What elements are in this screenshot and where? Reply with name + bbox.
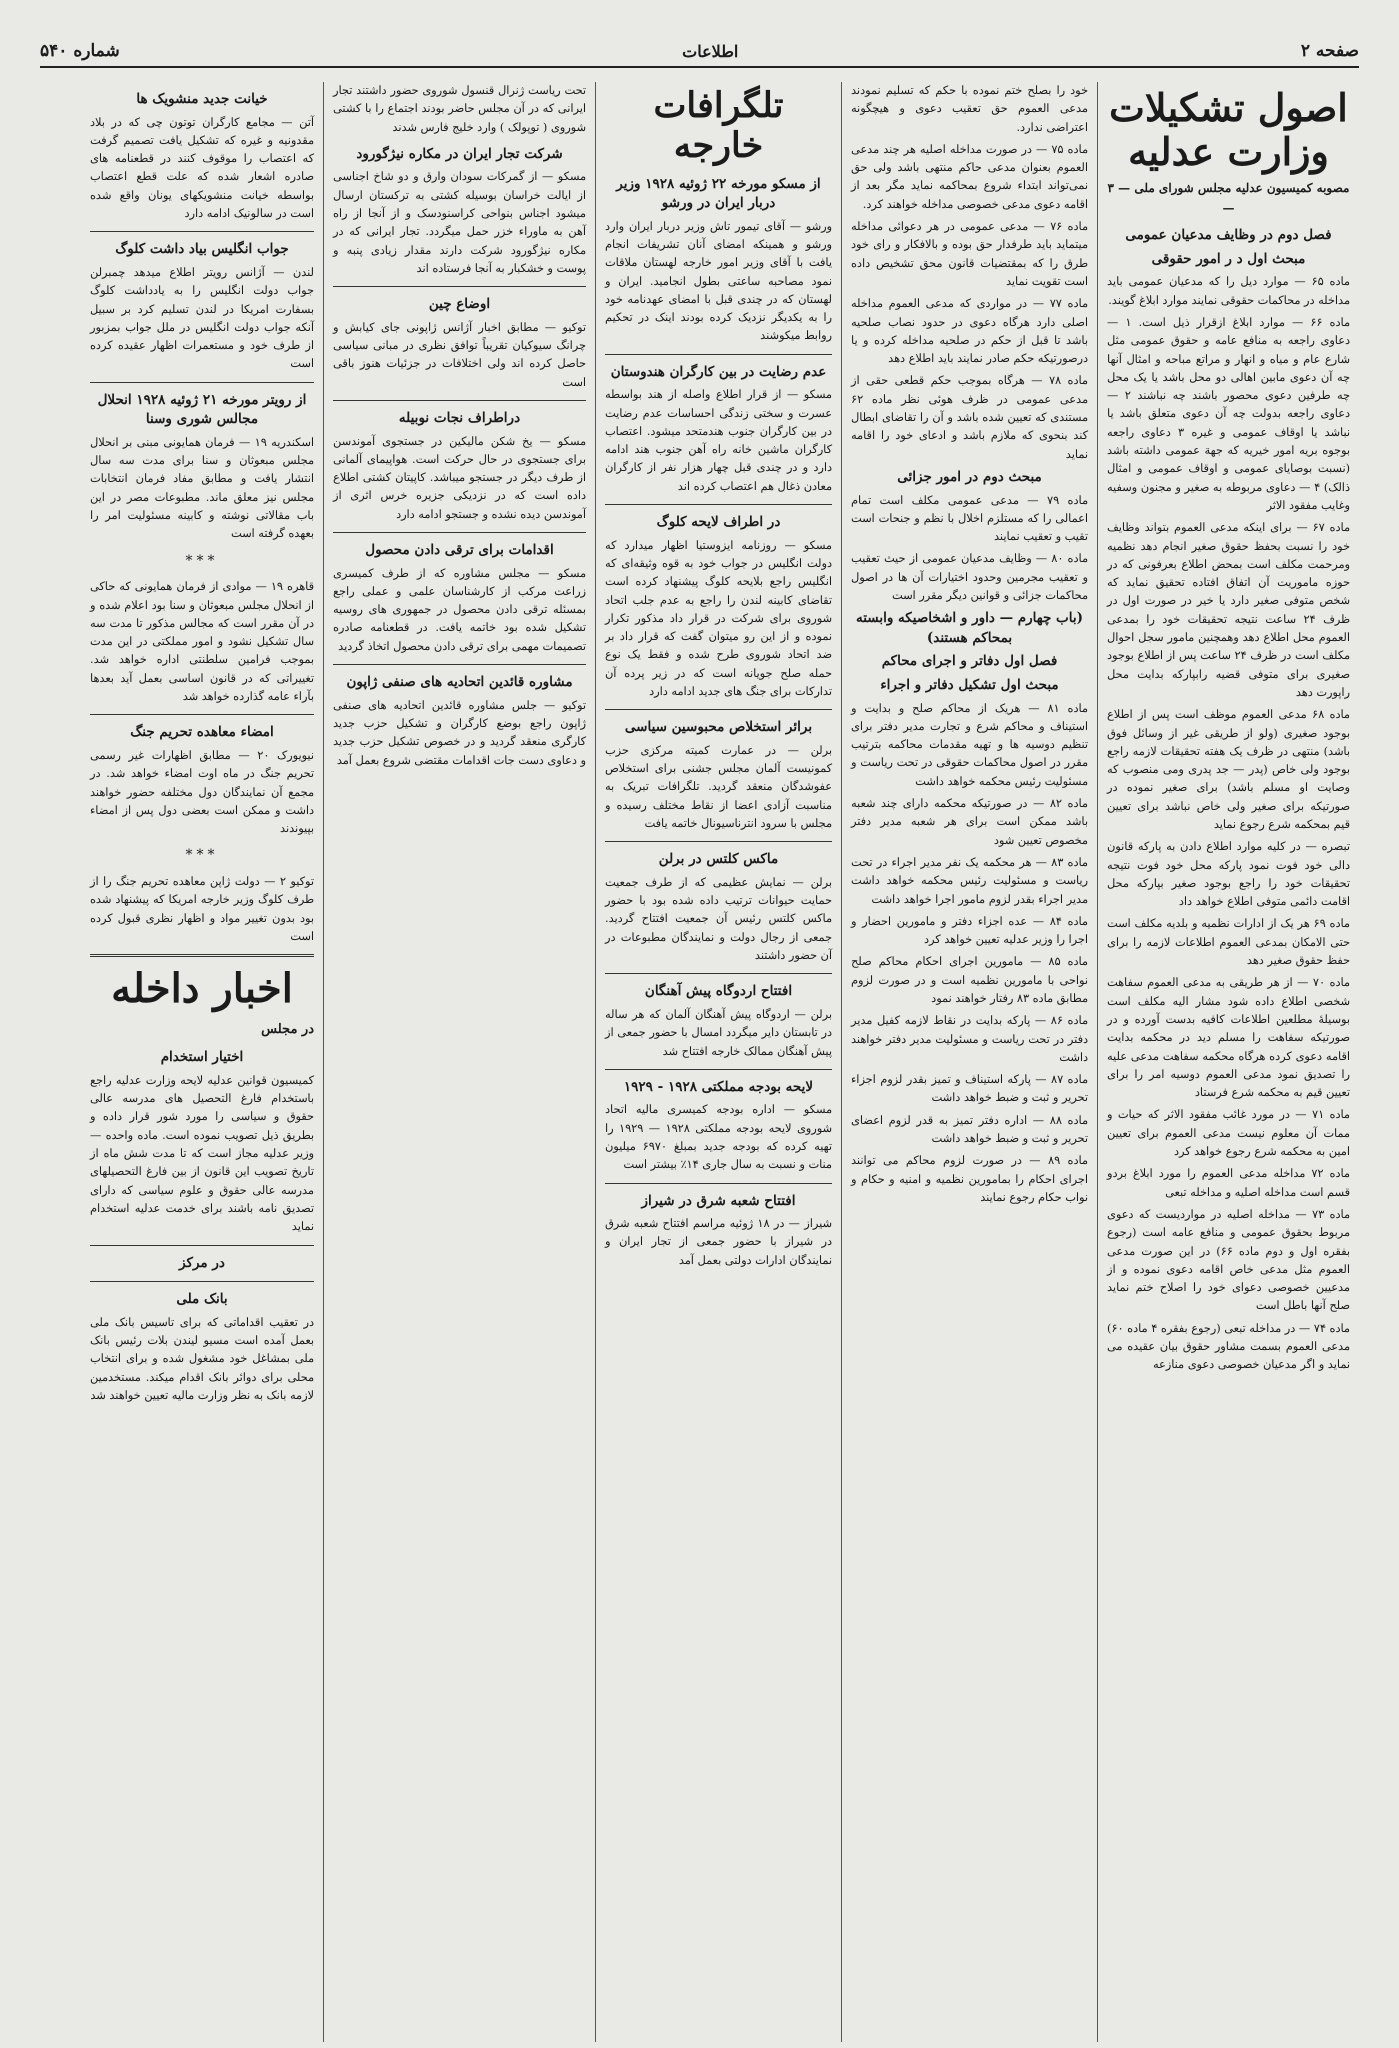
domestic-articles bbox=[90, 1048, 314, 1405]
article-title: اقدامات برای ترقی دادن محصول bbox=[365, 542, 554, 559]
article-divider bbox=[90, 231, 314, 232]
article-divider bbox=[605, 1183, 832, 1184]
paragraph: ماده ۶۸ مدعی العموم موظف است پس از اطلاع بوجود صغیری (ولو از طریقی غیر از وسائل فوق باشد) منتهی در ظرف یک هفته تحقیقات لازمه راجع بوجود ولی خاص (پدر — جد پدری ومی منصوب که وصایت او مسلم باشد) برای صغیر نموده در صورتیکه برای صغیر ولی خاص نباشد برای تعیین قیم بمحکمه شرع رجوع نماید bbox=[1107, 708, 1350, 831]
paragraph: ماده ۷۲ مداخله مدعی العموم را مورد ابلاغ بردو قسم است مداخله اصلیه و مداخله تبعی bbox=[1107, 1167, 1350, 1199]
article-title: اوضاع چین bbox=[428, 296, 491, 313]
article-body: مسکو — مجلس مشاوره که از طرف کمیسری زراعت مرکب از کارشناسان علمی و عملی راجع بمسئله ترقی دادن محصول در جمهوری های روسیه تشکیل شده بود خاتمه یافت. در قطعنامه صادره تصمیمات مهمی برای ترقی دادن محصول اتخاذ گردید bbox=[333, 566, 586, 653]
paragraph: ماده ۸۹ — در صورت لزوم محاکم می توانند اجرای احکام را بمامورین نظمیه و امنیه و حکام و نواب حکام رجوع نمایند bbox=[851, 1154, 1088, 1204]
article-title: عدم رضایت در بین کارگران هندوستان bbox=[610, 363, 827, 380]
column-telegrams bbox=[595, 82, 841, 2042]
article-title: خیانت جدید منشویک ها bbox=[136, 91, 268, 107]
page-number: صفحه ۲ bbox=[1300, 41, 1359, 61]
stars-divider: *** bbox=[185, 847, 219, 864]
article-body: برلن — اردوگاه پیش آهنگان آلمان که هر ساله در تابستان دایر میگردد امسال با حضور جمعی از پیش آهنگان ممالک خارجه افتتاح شد bbox=[605, 1007, 832, 1058]
paragraph: ماده ۷۹ — مدعی عمومی مکلف است تمام اعمالی را که مستلزم اخلال با نظم و جنحات است تقیب و تعقیب نمایند bbox=[851, 493, 1088, 544]
paragraph: ماده ۷۷ — در مواردی که مدعی العموم مداخله اصلی دارد هرگاه دعوی در حدود نصاب صلحیه باشد تا قبل از حکم در صلحیه مداخله کرده و یا درصورتیکه حکم صادر نمایند باید اطلاع دهد bbox=[851, 297, 1088, 366]
article-divider bbox=[90, 1281, 314, 1282]
article-divider bbox=[333, 532, 586, 533]
article-body: کمیسیون قوانین عدلیه لایحه وزارت عدلیه راجع باستخدام فارغ التحصیل های مدرسه عالی حقوق و سیاسی را مورد شور قرار داده و بطریق ذیل تصویب نموده است. ماده واحده — وزیر عدلیه مجاز است که تا مدت شش ماه از تاریخ تصویب این قانون از بین فارغ التحصیلهای مدرسه عالی حقوق و علوم سیاسی که دارای تصدیق نامه باشند برای خدمت عدلیه استخدام نماید bbox=[90, 1073, 314, 1234]
paragraph: ماده ۷۵ — در صورت مداخله اصلیه هر چند مدعی العموم بعنوان مدعی حاکم منتهی باشد ولی حق نمی‌تواند ابتداء شروع بمحاکمه نماید مگر بعد از اقامه دعوی مدعی خصوصی مداخله خواهند کرد. bbox=[851, 142, 1088, 211]
article-title: شرکت تجار ایران در مکاره نیژگورود bbox=[356, 145, 563, 162]
middle-articles bbox=[333, 145, 586, 770]
article-title: از رویتر مورخه ۲۱ ژوئیه ۱۹۲۸ انحلال مجالس شوری وسنا bbox=[97, 391, 307, 428]
paragraph: ماده ۸۸ — اداره دفتر تمیز به قدر لزوم اعضای تحریر و ثبت و ضبط خواهد داشت bbox=[851, 1113, 1088, 1146]
justice-chapter: فصل دوم در وظایف مدعیان عمومی bbox=[1125, 227, 1332, 244]
article-divider bbox=[605, 973, 832, 974]
article-title: دراطراف نجات نوبیله bbox=[398, 409, 521, 426]
paragraph: ماده ۷۴ — در مداخله تبعی (رجوع بفقره ۴ ماده ۶۰) مدعی العموم بسمت مشاور حقوق بیان عقیده می نماید و اگر مدعیان خصوصی دعوی منازعه bbox=[1107, 1321, 1350, 1372]
article-body: آتن — مجامع کارگران توتون چی که در بلاد مقدونیه و غیره که تشکیل یافت تصمیم گرفت که اعتصاب را موقوف کنند در قطعنامه های صادره اشعار شده که علت قطع اعتصاب بواسطه خیانت منشویکهای یونان واقع شده است در سالونیک ادامه دارد bbox=[90, 115, 314, 221]
article-title: از مسکو مورخه ۲۲ ژوئیه ۱۹۲۸ وزیر دربار ایران در ورشو bbox=[616, 175, 821, 212]
article-divider bbox=[605, 841, 832, 842]
article-body: توکیو — جلس مشاوره قائدین اتحادیه های صنفی ژاپون راجع بوضع کارگران و تشکیل حزب جدید کارگری منعقد گردید و در خصوص تشکیل حزب جدید و دعاوی دست جات اقدامات مقتضی شروع بعمل آمد bbox=[333, 698, 586, 767]
section-heading: مبحث اول تشکیل دفاتر و اجراء bbox=[880, 676, 1059, 693]
justice-headline: اصول تشکیلات وزارت عدلیه bbox=[1109, 85, 1348, 174]
justice-body bbox=[1107, 273, 1350, 1374]
paragraph: ماده ۸۴ — عده اجزاء دفتر و مامورین احضار و اجرا را وزیر عدلیه تعیین خواهد کرد bbox=[851, 914, 1088, 947]
paragraph: ماده ۶۹ هر یک از ادارات نظمیه و بلدیه مکلف است حتی الامکان بمدعی العموم اطلاعات لازمه را برای حفظ حقوق صغیر دهد bbox=[1107, 917, 1350, 968]
section-heading: (باب چهارم — داور و اشخاصیکه وابسته بمحاکم هستند) bbox=[855, 610, 1084, 646]
article-body: اسکندریه ۱۹ — فرمان همایونی مبنی بر انحلال مجلس مبعوثان و سنا برای مدت سه سال انتشار یافت و مطابق مفاد فرمان انتخابات مجلس نیز معلق ماند. مطبوعات مصر در این باب مقالاتی نوشته و کابینه مسئولیت امر را بعهده گرفته است bbox=[90, 435, 314, 541]
paragraph: ماده ۸۲ — در صورتیکه محکمه دارای چند شعبه باشد ممکن است برای هر شعبه مدیر دفتر مخصوص تعیین شود bbox=[851, 797, 1088, 847]
article-title: در مرکز bbox=[179, 1254, 225, 1271]
column-middle bbox=[323, 82, 595, 2042]
columns bbox=[40, 82, 1359, 2042]
article-title: ماکس کلتس در برلن bbox=[658, 851, 779, 868]
article-body: نیویورک ۲۰ — مطابق اظهارات غیر رسمی تحریم جنگ در ماه اوت امضاء خواهد شد. در مجمع آن نمایندگان دول مختلفه حضور خواهند داشت و ممکن است بعضی دول پس از امضاء بپیوندند bbox=[90, 748, 314, 836]
article-body: توکیو ۲ — دولت ژاپن معاهده تحریم جنگ را از طرف کلوگ وزیر خارجه امریکا که پیشنهاد شده بود بدون تغییر مواد و اظهار نظری قبول کرده است bbox=[90, 875, 315, 943]
column-justice-continued bbox=[841, 82, 1097, 2042]
article-body: مسکو — یخ شکن مالیکین در جستجوی آموندسن برای جستجوی در حال حرکت است. هواپیمای آلمانی از طرف دیگر در جستجو میباشد. کاپیتان کشتی اطلاع داده است که در نزدیکی جزیره خرس اثری از آموندسن دیده نشده و جستجو ادامه دارد bbox=[333, 434, 586, 521]
article-body: مسکو — از گمرکات سودان وارق و دو شاخ اجناسی از ایالت خراسان بوسیله کشتی به ترکستان ارسال میشود اجناس بنواحی کراسنودسک و از آنجا از راه آهن به ماوراء خزر حمل میگردد. تجار ایرانی که در مکاره نیژگورود شرکت دارند مقدار زیادی پنبه و پوست و خشکبار به آنجا فرستاده اند bbox=[333, 170, 586, 275]
article-title: در اطراف لایحه کلوگ bbox=[656, 514, 781, 531]
article-title: افتتاح شعبه شرق در شیراز bbox=[641, 1192, 796, 1209]
article-body: برلن — در عمارت کمیته مرکزی حزب کمونیست آلمان مجلس جشنی برای استخلاص عفوشدگان منعقد گردید. تلگرافات تبریک به مناسبت آزادی اعضا از نقاط مختلف رسیده و مجلس با سرود انترناسیونال خاتمه یافت bbox=[605, 743, 832, 831]
paragraph: ماده ۶۶ — موارد ابلاغ ازقرار ذیل است. ۱ — دعاوی راجعه به منافع عامه و حقوق عمومی مثل شارع عام و میاه و انهار و مراتع مباحه و امثال آنها چه آن دعوی مابین اهالی دو محل باشد یا یک محل چه طرفین دعوی محصور باشند چه نباشند ۲ — دعاوی راجعه بدولت چه آن دعوی متعلق باشد یا نباشد یا اوقاف عمومی و غیره ۳ دعاوی راجعه بوجوه بریه امور خیریه که جهة عمومی داشته باشد (نسبت بوصایای عمومی و اوقاف عمومی و امثال ذالک) ۴ — دعاوی مربوطه به صغیر و مجنون وسفیه وغایب مفقود الاثر bbox=[1107, 315, 1351, 512]
domestic-parliament: در مجلس bbox=[261, 1022, 314, 1038]
article-divider bbox=[605, 709, 832, 710]
paragraph: ماده ۸۳ — هر محکمه یک نفر مدیر اجراء در تحت ریاست و مسئولیت رئیس محکمه خواهد داشت مدیر اجراء بقدر لزوم مامور اجرا خواهد داشت bbox=[851, 855, 1088, 906]
article-title: جواب انگلیس بیاد داشت کلوگ bbox=[115, 241, 289, 258]
middle-intro: تحت ریاست ژنرال قنسول شوروی حضور داشتند تجار ایرانی که در آن مجلس حاضر بودند اجتماع را با کشتی شوروی ( توپولک ) وارد خلیج فارس شدند bbox=[333, 84, 586, 134]
article-title: امضاء معاهده تحریم جنگ bbox=[130, 724, 274, 741]
telegrams-articles bbox=[605, 175, 832, 1271]
domestic-title: اخبار داخله bbox=[111, 965, 293, 1013]
telegrams-headline: تلگرافات خارجه bbox=[653, 85, 784, 167]
column-left bbox=[81, 82, 323, 2042]
stars-divider: *** bbox=[185, 552, 219, 569]
paragraph: ماده ۶۷ — برای اینکه مدعی العموم بتواند وظایف خود را نسبت بحفظ حقوق صغیر انجام دهد نظمیه ومرحمت مکلف است بمحض اطلاع بعرفونی که در حوزه ماموریت آن اتفاق افتاده تحقیق نماید که شخص متوفی صغیر دارد یا خیر در صورت اول در ظرف ۲۴ ساعت نتیجه تحقیقات خود را بمدعی العموم محل اطلاع دهد وهمچنین مامور سجل احوال مکلف است در ظرف ۲۴ ساعت پس از اطلاع بوجود صغیری برای متوفی قضیه رابپارکه بدایت محل راپورت دهد bbox=[1107, 521, 1351, 699]
divider bbox=[90, 954, 314, 957]
article-body: در تعقیب اقداماتی که برای تاسیس بانک ملی بعمل آمده است مسیو لیندن بلات رئیس بانک ملی بمشاغل خود مشغول شده و برای انتخاب محلی برای دوائر بانک اقدام میکند. مستخدمین لازمه بانک به نظر وزارت مالیه تعیین خواهند شد bbox=[90, 1315, 314, 1402]
article-title: مشاوره قائدین اتحادیه های صنفی ژاپون bbox=[346, 674, 573, 691]
justice-section: مبحث اول د ر امور حقوقی bbox=[1151, 250, 1306, 267]
article-body: مسکو — اداره بودجه کمیسری مالیه اتحاد شوروی لایحه بودجه مملکتی ۱۹۲۸ — ۱۹۲۹ را تهیه کرده که بودجه جدید بمبلغ ۶۹۷۰ میلیون منات و نسبت به سال جاری ۱۴٪ بیشتر است bbox=[605, 1103, 832, 1172]
paragraph: ماده ۸۶ — پارکه بدایت در نقاط لازمه کفیل مدیر دفتر در تحت ریاست و مسئولیت مدیر دفتر خواهند داشت bbox=[851, 1014, 1088, 1064]
paragraph: ماده ۷۶ — مدعی عمومی در هر دعوائی مداخله میتماید باید طرفدار حق بوده و بالافکار و رای خود طرق را که بمقتضیات قانون محق تشخیص داده است تقویت نماید bbox=[851, 220, 1088, 288]
paragraph: ماده ۷۰ — از هر طریقی به مدعی العموم سفاهت شخصی اطلاع داده شود مشار الیه مکلف است بوسیلهٔ مطلعین اطلاعات کافیه بدست آورده و در صورتیکه سفاهت را مسلم دید در محکمه بدایت اقامه دعوی کرده هرگاه محکمه سفاهت مدعی علیه را تصدیق نمود مدعی العموم دوسیه امر را برای تعیین قیم به محکمه شرع فرستاد bbox=[1107, 976, 1350, 1100]
paper-name: اطلاعات bbox=[682, 41, 739, 61]
paragraph: ماده ۷۳ — مداخله اصلیه در مواردیست که دعوی مربوط بحقوق عمومی و منافع عامه است (رجوع بفقره اول و دوم ماده ۶۶) در این صورت مدعی العموم مثل مدعی خاص اقامه دعوی نموده و از مدعیین خصوصی دعوای خود را اصلاح ختم نماید صلح آنها باطل است bbox=[1107, 1207, 1350, 1313]
paragraph: ماده ۸۵ — مامورین اجرای احکام محاکم صلح نواحی با مامورین نظمیه است و در صورت لزوم مطابق ماده ۸۳ رفتار خواهند نمود bbox=[851, 955, 1088, 1005]
paragraph: تبصره — در کلیه موارد اطلاع دادن به پارکه قانون دالی خود فوت نمود پارکه محل خود فوت نتیجه تحقیقات خود را راجع بوجود صغیر بپارکه محل اقامت دائمی متوفی اطلاع خواهد داد bbox=[1107, 840, 1350, 909]
article-divider bbox=[605, 1069, 832, 1070]
paragraph: ماده ۸۷ — پارکه استیناف و تمیز بقدر لزوم اجزاء تحریر و ثبت و ضبط خواهد داشت bbox=[851, 1073, 1088, 1105]
issue-number: شماره ۵۴۰ bbox=[40, 41, 120, 61]
article-title: افتتاح اردوگاه پیش آهنگان bbox=[644, 983, 793, 1000]
article-title: اختیار استخدام bbox=[160, 1049, 244, 1066]
article-body: مسکو — از قرار اطلاع واصله از هند بواسطه عسرت و سختی زندگی احساسات عدم رضایت در بین کارگران جنوب هندمتحد میشود. اعتصاب کارگران ماشین خانه راه آهن جنوب هند ادامه دارد و در چندی قبل چهار هزار نفر از کارگران معادن ذغال هم اعتصاب کرده اند bbox=[605, 388, 832, 493]
justice-subtitle: مصوبه کمیسیون عدلیه مجلس شورای ملی — ۳ — bbox=[1107, 181, 1350, 215]
article-divider bbox=[605, 354, 832, 355]
left-articles bbox=[90, 90, 314, 946]
justice-continued-body bbox=[851, 82, 1088, 1207]
paragraph: ماده ۸۱ — هریک از محاکم صلح و بدایت و استیناف و محاکم شرع و تجارت مدیر دفتر برای تنظیم دوسیه ها و تهیه مقدمات محاکمه بترتیب مقرر در اصول محاکمات حقوقی در تحت ریاست و مسئولیت رئیس محکمه خواهد داشت bbox=[851, 701, 1088, 788]
article-divider bbox=[333, 286, 586, 287]
article-divider bbox=[90, 382, 314, 383]
column-justice bbox=[1097, 82, 1359, 2042]
article-divider bbox=[90, 1245, 314, 1246]
article-body: برلن — نمایش عظیمی که از طرف جمعیت حمایت حیوانات ترتیب داده شده بود با حضور ماکس کلتس رئیس آن جمعیت افتتاح گردید. جمعی از رجال دولت و نمایندگان مطبوعات در آن حضور داشتند bbox=[605, 875, 832, 963]
paragraph: ماده ۷۱ — در مورد غائب مفقود الاثر که حیات و ممات آن معلوم نیست مدعی العموم برای تعیین امین به محکمه شرع رجوع خواهد کرد bbox=[1107, 1108, 1350, 1159]
article-title: لایحه بودجه مملکتی ۱۹۲۸ - ۱۹۲۹ bbox=[623, 1078, 814, 1095]
article-body: قاهره ۱۹ — موادی از فرمان همایونی که حاکی از انحلال مجلس مبعوثان و سنا بود اعلام شده و در آن مقرر است که مجالس مذکور تا مدت سه سال تشکیل نشود و امور مملکتی در این مدت بموجب فرامین سلطنتی اداره خواهد شد. تغییراتی که در قانون اساسی بعمل آید بعدها بآراء عامه گذارده خواهد شد bbox=[90, 580, 314, 704]
article-title: بانک ملی bbox=[176, 1291, 228, 1308]
section-heading: مبحث دوم در امور جزائی bbox=[897, 468, 1042, 485]
paragraph: ماده ۸۰ — وظایف مدعیان عمومی از حیث تعقیب و تعقیب مجرمین وحدود اختیارات آن ها در اصول محاکمات جزائی و قوانین دیگر مقرر است bbox=[851, 552, 1088, 602]
article-divider bbox=[90, 714, 314, 715]
article-body: شیراز — در ۱۸ ژوئیه مراسم افتتاح شعبه شرق در شیراز با حضور جمعی از تجار ایران و نمایندگان ادارات دولتی بعمل آمد bbox=[605, 1217, 832, 1267]
section-heading: فصل اول دفاتر و اجرای محاکم bbox=[881, 653, 1058, 670]
article-body: لندن — آژانس رویتر اطلاع میدهد چمبرلن جواب دولت انگلیس را به یادداشت کلوگ بسفارت امریکا در لندن تسلیم کرد بر سبیل آنکه جواب دولت انگلیس در ملل جواب بمزبور از طرف خود و مستعمرات اظهار عقیده کرده است bbox=[90, 265, 314, 371]
paragraph: ماده ۷۸ — هرگاه بموجب حکم قطعی حقی از مدعی عمومی در ظرف هوئی نظر ماده ۶۲ مستندی که تعیین شده باشد و آن را تقاضای ابطال کند بنحوی که ملازم باشد و ادعای خود را اقامه نماید bbox=[851, 374, 1088, 461]
paragraph: خود را بصلح ختم نموده با حکم که تسلیم نمودند مدعی العموم حق تعقیب دعوی و هیچگونه اعتراضی ندارد. bbox=[851, 84, 1088, 134]
article-divider bbox=[333, 664, 586, 665]
article-title: برائر استخلاص محبوسین سیاسی bbox=[624, 719, 813, 736]
paragraph: ماده ۶۵ — موارد دیل را که مدعیان عمومی باید مداخله در محاکمات حقوقی نمایند موارد ابلاغ گویند. bbox=[1107, 275, 1350, 307]
article-body: مسکو — روزنامه ایزوستیا اظهار میدارد که دولت انگلیس در جواب خود به قوه وثیقه‌ای که انگلیس راجع بلایحه کلوگ پیشنهاد کرده است تقاضای کابینه لندن را راجع به عدم جلب اتحاد شوروی برای شرکت در قرار داد مذکور تکرار نموده و از این رو میتوان گفت که قرار داد بر ضد اتحاد شوروی طرح شده و فقط یک نوع حمله صلح جویانه است که در زیر پرده آن تدارکات برای جنگ های جدید ادامه دارد bbox=[605, 538, 832, 698]
article-divider bbox=[333, 400, 586, 401]
article-divider bbox=[605, 504, 832, 505]
masthead bbox=[40, 36, 1359, 68]
article-body: توکیو — مطابق اخبار آژانس ژاپونی جای کیابش و چرانگ سیوکیان تقریباً توافق نظری در مبانی سیاسی حاصل کرده اند ولی اختلافات در جزئیات هنوز باقی است bbox=[333, 320, 586, 389]
article-body: ورشو — آقای تیمور تاش وزیر دربار ایران وارد ورشو و همینکه امضای آنان تشریفات انجام یافت با آقای وزیر امور خارجه لهستان ملاقات نمود مصاحبه ساعتی بطول انجامید. ایران و لهستان که در چندی قبل با امضای عهدنامه خود را به یکدیگر نزدیک کرده بودند اینک در تحکیم روابط میکوشند bbox=[605, 219, 832, 343]
